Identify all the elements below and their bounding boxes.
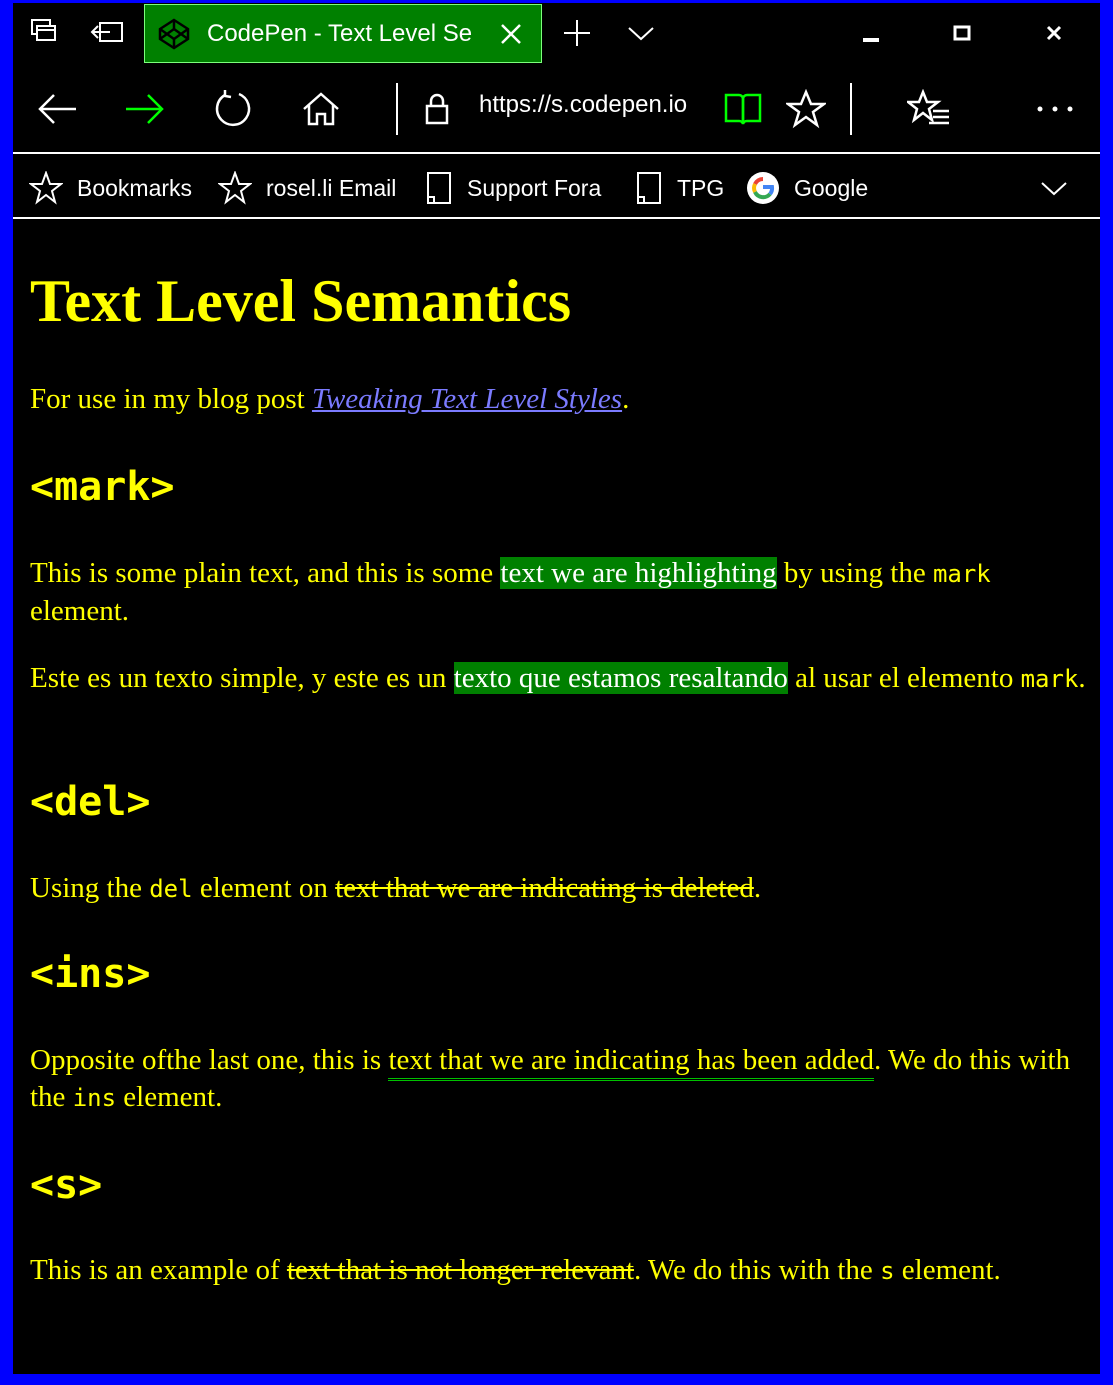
ins-paragraph	[30, 1042, 1090, 1117]
text: Using the	[30, 872, 150, 904]
intro-paragraph	[30, 381, 1090, 418]
inline-code: s	[880, 1257, 895, 1285]
browser-window	[13, 3, 1100, 1374]
chevron-down-icon	[1039, 178, 1069, 198]
bookmarks-overflow-button[interactable]	[1039, 171, 1083, 205]
maximize-icon	[952, 23, 972, 43]
title-bar	[13, 3, 1100, 65]
mark-heading: <mark>	[30, 464, 175, 510]
bookmark-label: Google	[794, 174, 869, 201]
s-paragraph	[30, 1252, 1090, 1290]
set-tabs-aside-button[interactable]	[89, 15, 125, 51]
tabs-aside-icon	[30, 18, 60, 48]
text: . We do this with the	[30, 1044, 1071, 1113]
text: element on	[192, 872, 336, 904]
new-tab-button[interactable]	[559, 15, 595, 51]
reading-view-button[interactable]	[721, 87, 765, 131]
bookmark-item[interactable]	[29, 171, 192, 205]
inline-code: mark	[932, 560, 991, 588]
arrow-left-icon	[36, 92, 78, 126]
bookmark-item[interactable]	[746, 171, 868, 205]
navigation-bar	[13, 65, 1100, 153]
lock-icon	[417, 87, 457, 131]
more-button[interactable]	[1033, 87, 1077, 131]
inline-code: ins	[72, 1084, 117, 1112]
text: Opposite ofthe last one, this is	[30, 1044, 389, 1076]
forward-button[interactable]	[123, 87, 167, 131]
s-heading: <s>	[30, 1162, 103, 1208]
text: element.	[30, 595, 130, 627]
blog-post-link[interactable]: Tweaking Text Level Styles	[311, 383, 623, 415]
close-icon	[1044, 23, 1064, 43]
text: .	[1078, 662, 1086, 694]
text: element.	[894, 1254, 1001, 1286]
tabs-aside-button[interactable]	[27, 15, 63, 51]
text: Este es un texto simple, y este es un	[30, 662, 454, 694]
refresh-icon	[213, 89, 253, 129]
minimize-icon	[861, 23, 881, 43]
active-tab[interactable]	[144, 4, 542, 63]
tab-title: CodePen - Text Level Se	[207, 19, 473, 47]
back-button[interactable]	[35, 87, 79, 131]
page-icon	[635, 171, 663, 205]
bookmarks-bar	[13, 155, 1100, 219]
minimize-button[interactable]	[851, 15, 891, 51]
text: by using the	[776, 557, 933, 589]
bookmark-label: TPG	[677, 174, 725, 201]
more-icon	[1035, 104, 1075, 114]
inserted-text: text that we are indicating has been added	[388, 1044, 874, 1081]
favorites-list-icon	[907, 89, 951, 129]
home-button[interactable]	[299, 87, 343, 131]
bookmark-label: Bookmarks	[77, 174, 193, 201]
text: element.	[116, 1081, 223, 1113]
tab-close-button[interactable]	[499, 22, 523, 46]
nav-separator	[850, 83, 852, 135]
star-icon	[218, 171, 252, 205]
text: . We do this with the	[634, 1254, 881, 1286]
page-title: Text Level Semantics	[30, 268, 572, 334]
set-aside-icon	[90, 20, 124, 46]
divider	[13, 152, 1100, 154]
google-icon	[746, 171, 780, 205]
book-icon	[723, 91, 763, 127]
text: This is an example of	[30, 1254, 287, 1286]
page-icon	[425, 171, 453, 205]
text: This is some plain text, and this is some	[30, 557, 501, 589]
text: .	[753, 872, 762, 904]
del-heading: <del>	[30, 779, 151, 825]
ins-heading: <ins>	[30, 951, 151, 997]
arrow-right-icon	[124, 92, 166, 126]
address-bar[interactable]: https://s.codepen.io	[479, 91, 688, 118]
nav-separator	[396, 83, 398, 135]
mark-highlight: texto que estamos resaltando	[453, 662, 788, 694]
tab-list-button[interactable]	[623, 15, 659, 51]
codepen-icon	[157, 17, 191, 51]
struck-text: text that is not longer relevant	[286, 1254, 635, 1286]
divider	[13, 217, 1100, 219]
mark-paragraph-en	[30, 555, 1090, 630]
deleted-text: text that we are indicating is deleted	[335, 872, 754, 904]
intro-suffix: .	[622, 383, 630, 415]
add-favorite-button[interactable]	[784, 87, 828, 131]
favorites-hub-button[interactable]	[907, 87, 951, 131]
mark-highlight: text we are highlighting	[500, 557, 777, 589]
chevron-down-icon	[626, 23, 656, 43]
home-icon	[301, 90, 341, 128]
bookmark-item[interactable]	[635, 171, 724, 205]
star-icon	[786, 89, 826, 129]
close-icon	[499, 22, 523, 46]
intro-text: For use in my blog post	[30, 383, 312, 415]
mark-paragraph-es	[30, 660, 1090, 698]
plus-icon	[562, 18, 592, 48]
bookmark-item[interactable]	[218, 171, 396, 205]
del-paragraph	[30, 870, 1090, 908]
close-window-button[interactable]	[1034, 15, 1074, 51]
text: al usar el elemento	[787, 662, 1021, 694]
bookmark-label: rosel.li Email	[266, 174, 397, 201]
star-icon	[29, 171, 63, 205]
bookmark-label: Support Fora	[467, 174, 602, 201]
bookmark-item[interactable]	[425, 171, 601, 205]
refresh-button[interactable]	[211, 87, 255, 131]
inline-code: del	[149, 875, 193, 903]
inline-code: mark	[1020, 665, 1079, 693]
maximize-button[interactable]	[942, 15, 982, 51]
